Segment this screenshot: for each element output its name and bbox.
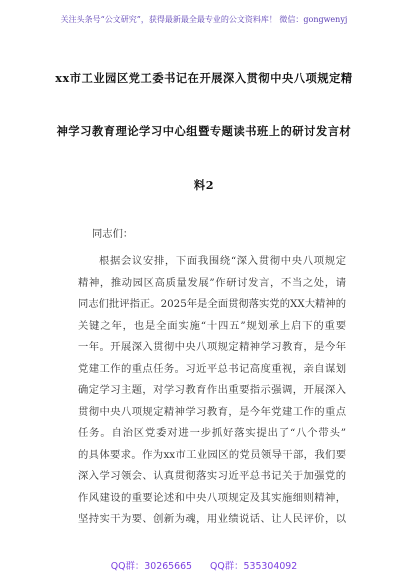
body-line: 同志们批评指正。2025年是全面贯彻落实党的XX大精神的 [78,298,346,310]
body-line: 根据会议安排，下面我围绕“深入贯彻中央八项规定 [99,255,346,267]
document-title-line-1: xx市工业园区党工委书记在开展深入贯彻中央八项规定精 [55,71,353,85]
body-line: 关键之年，也是全面实施“十四五”规划承上启下的重要 [78,319,346,332]
footer-qq2-value: 535304092 [243,561,298,572]
body-line: 深入学习领会、认真贯彻落实习近平总书记关于加强党的 [78,470,346,482]
header-banner: 关注头条号“公文研究”，获得最新最全最专业的公文资料库！ 微信：gongwenyj [60,15,348,24]
document-title-line-3: 料2 [193,178,215,192]
body-line: 坚持实干为要、创新为魂，用业绩说话、让人民评价，以 [78,513,346,525]
body-text [78,251,346,531]
body-line: 精神，推动园区高质量发展”作研讨发言，不当之处，请 [78,276,346,289]
body-line: 一年。开展深入贯彻中央八项规定精神学习教育，是今年 [78,341,346,353]
salutation: 同志们： [92,228,134,240]
body-line: 的具体要求。作为xx市工业园区的党员领导干部，我们要 [78,448,346,461]
body-line: 任务。自治区党委对进一步抓好落实提出了“八个带头” [78,427,346,439]
footer-qq2-label: QQ群： [210,561,244,572]
body-line: 党建工作的重点任务。习近平总书记高度重视，亲自谋划 [78,362,346,375]
footer-qq1-label: QQ群： [110,561,145,572]
footer-contacts [0,558,408,572]
body-line: 确定学习主题，对学习教育作出重要指示强调，开展深入 [78,384,346,396]
body-line: 作风建设的重要论述和中央八项规定及其实施细则精神， [78,491,346,504]
footer-qq1-value: 30265665 [144,561,193,572]
body-line: 贯彻中央八项规定精神学习教育，是今年党建工作的重点 [78,405,346,418]
document-title-line-2: 神学习教育理论学习中心组暨专题读书班上的研讨发言材 [56,124,352,138]
